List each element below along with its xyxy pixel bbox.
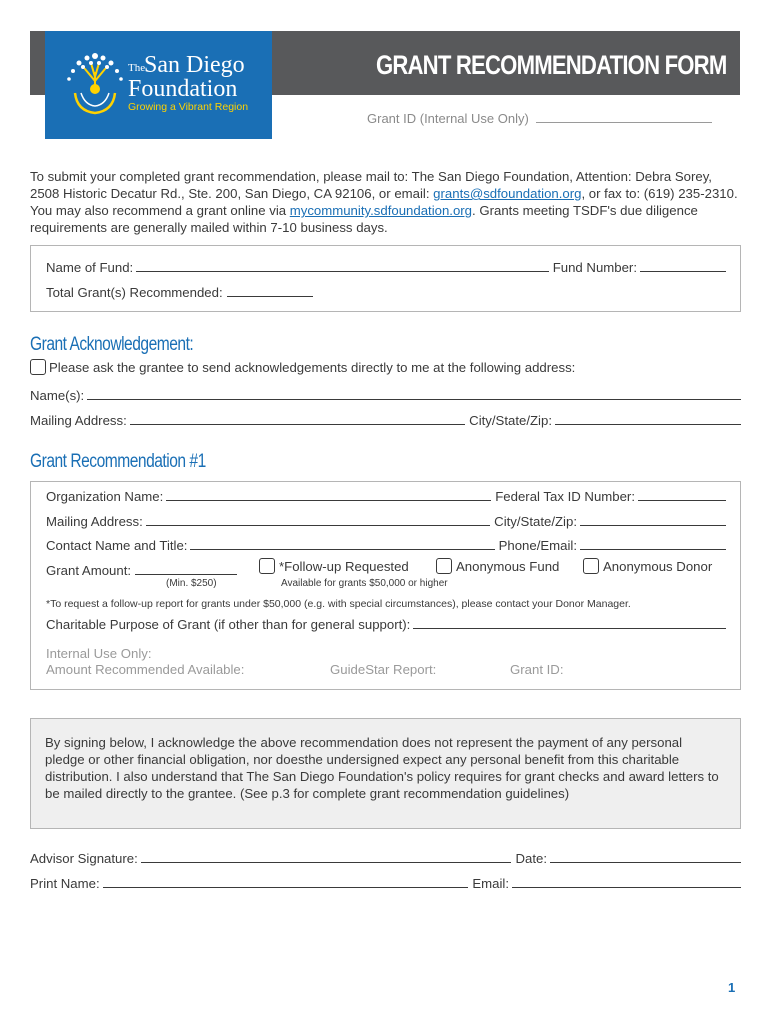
advisor-signature-label: Advisor Signature: bbox=[30, 851, 138, 866]
guidestar-label: GuideStar Report: bbox=[330, 662, 437, 677]
min-note: (Min. $250) bbox=[166, 578, 217, 589]
rec-city-field[interactable] bbox=[580, 514, 726, 526]
total-row bbox=[46, 285, 313, 300]
phone-email-field[interactable] bbox=[580, 538, 726, 550]
fund-box bbox=[30, 245, 741, 312]
amount-row bbox=[46, 563, 237, 578]
tax-id-label: Federal Tax ID Number: bbox=[495, 489, 635, 504]
purpose-label: Charitable Purpose of Grant (if other than for general support): bbox=[46, 617, 411, 632]
grant-amount-label: Grant Amount: bbox=[46, 563, 132, 578]
ack-city-label: City/State/Zip: bbox=[469, 413, 552, 428]
grant-id-internal bbox=[367, 111, 712, 126]
contact-field[interactable] bbox=[190, 540, 494, 550]
email-link[interactable]: grants@sdfoundation.org bbox=[433, 186, 582, 201]
org-name-label: Organization Name: bbox=[46, 489, 164, 504]
ack-checkbox[interactable] bbox=[30, 359, 46, 375]
org-name-field[interactable] bbox=[166, 491, 491, 501]
ack-names-label: Name(s): bbox=[30, 388, 85, 403]
intro-text-1: To submit your completed grant recommendation, please mail to: The San Diego Foundation, Attention: Debra Sorey, 2508 Historic Decatur Rd., Ste. 200, San Diego, CA 92106, or email: bbox=[30, 169, 712, 201]
fund-name-field[interactable] bbox=[136, 262, 548, 272]
total-grants-label: Total Grant(s) Recommended: bbox=[46, 285, 223, 300]
total-grants-field[interactable] bbox=[227, 285, 313, 297]
fund-number-label: Fund Number: bbox=[552, 260, 637, 275]
print-row bbox=[30, 876, 741, 891]
followup-option bbox=[259, 558, 409, 574]
ack-names-row bbox=[30, 388, 741, 403]
grant-amount-field[interactable] bbox=[135, 563, 237, 575]
logo-foundation: Foundation bbox=[128, 76, 238, 102]
logo-name: San Diego bbox=[144, 52, 245, 78]
ack-address-row bbox=[30, 413, 741, 428]
anon-fund-checkbox[interactable] bbox=[436, 558, 452, 574]
grant-id-label: Grant ID (Internal Use Only) bbox=[367, 111, 529, 126]
anon-fund-label: Anonymous Fund bbox=[456, 558, 560, 574]
ack-city-field[interactable] bbox=[555, 413, 741, 425]
ack-mailing-field[interactable] bbox=[130, 415, 465, 425]
fund-name-label: Name of Fund: bbox=[46, 260, 134, 275]
org-row bbox=[46, 489, 726, 504]
rec-mailing-field[interactable] bbox=[146, 516, 490, 526]
recommendation-title: Grant Recommendation #1 bbox=[30, 451, 206, 472]
advisor-row bbox=[30, 851, 741, 866]
contact-label: Contact Name and Title: bbox=[46, 538, 188, 553]
followup-footnote: *To request a follow-up report for grants under $50,000 (e.g. with special circumstances), please contact your Donor Manager. bbox=[46, 598, 631, 610]
anon-donor-option bbox=[583, 558, 712, 574]
logo-tagline: Growing a Vibrant Region bbox=[128, 101, 249, 113]
advisor-signature-field[interactable] bbox=[141, 853, 512, 863]
signature-statement: By signing below, I acknowledge the above recommendation does not represent the payment of any personal pledge or other financial obligation, nor doesthe undersigned expect any personal benefit from this charitable distribution. I also understand that The San Diego Foundation's policy requires for grant checks and award letters to be mailed directly to the grantee. (See p.3 for complete grant recommendation guidelines) bbox=[45, 735, 719, 801]
print-name-label: Print Name: bbox=[30, 876, 100, 891]
anon-fund-option bbox=[436, 558, 559, 574]
ack-names-field[interactable] bbox=[87, 390, 741, 400]
acknowledgement-title: Grant Acknowledgement: bbox=[30, 334, 194, 355]
grant-id-field[interactable] bbox=[536, 111, 712, 123]
email-field[interactable] bbox=[512, 876, 741, 888]
intro-text-3: . Grants meeting TSDF's due diligence requirements are generally mailed within 7-10 business days. bbox=[30, 203, 698, 235]
fund-row bbox=[46, 260, 726, 275]
amount-available-label: Amount Recommended Available: bbox=[46, 662, 245, 677]
logo-the: The bbox=[128, 62, 146, 74]
online-link[interactable]: mycommunity.sdfoundation.org bbox=[289, 203, 473, 218]
internal-use-label: Internal Use Only: bbox=[46, 646, 152, 661]
date-label: Date: bbox=[515, 851, 547, 866]
purpose-field[interactable] bbox=[413, 619, 726, 629]
fund-number-field[interactable] bbox=[640, 260, 726, 272]
followup-checkbox[interactable] bbox=[259, 558, 275, 574]
tax-id-field[interactable] bbox=[638, 489, 726, 501]
intro-paragraph bbox=[30, 168, 742, 236]
ack-checkbox-label: Please ask the grantee to send acknowledgements directly to me at the following address: bbox=[49, 359, 576, 375]
internal-grant-id-label: Grant ID: bbox=[510, 662, 564, 677]
form-title: GRANT RECOMMENDATION FORM bbox=[375, 50, 726, 80]
email-label: Email: bbox=[472, 876, 509, 891]
phone-email-label: Phone/Email: bbox=[498, 538, 577, 553]
followup-label: *Follow-up Requested bbox=[279, 558, 409, 574]
print-name-field[interactable] bbox=[103, 878, 469, 888]
page-number: 1 bbox=[728, 980, 736, 995]
anon-donor-label: Anonymous Donor bbox=[603, 558, 713, 574]
contact-row bbox=[46, 538, 726, 553]
anon-donor-checkbox[interactable] bbox=[583, 558, 599, 574]
rec-mailing-label: Mailing Address: bbox=[46, 514, 143, 529]
rec-city-label: City/State/Zip: bbox=[494, 514, 577, 529]
ack-mailing-label: Mailing Address: bbox=[30, 413, 127, 428]
date-field[interactable] bbox=[550, 851, 741, 863]
intro-text-2: , or fax to: (619) 235-2310. You may also recommend a grant online via bbox=[30, 186, 738, 218]
followup-note: Available for grants $50,000 or higher bbox=[281, 578, 448, 589]
ack-checkbox-row bbox=[30, 359, 575, 375]
purpose-row bbox=[46, 617, 726, 632]
rec-address-row bbox=[46, 514, 726, 529]
